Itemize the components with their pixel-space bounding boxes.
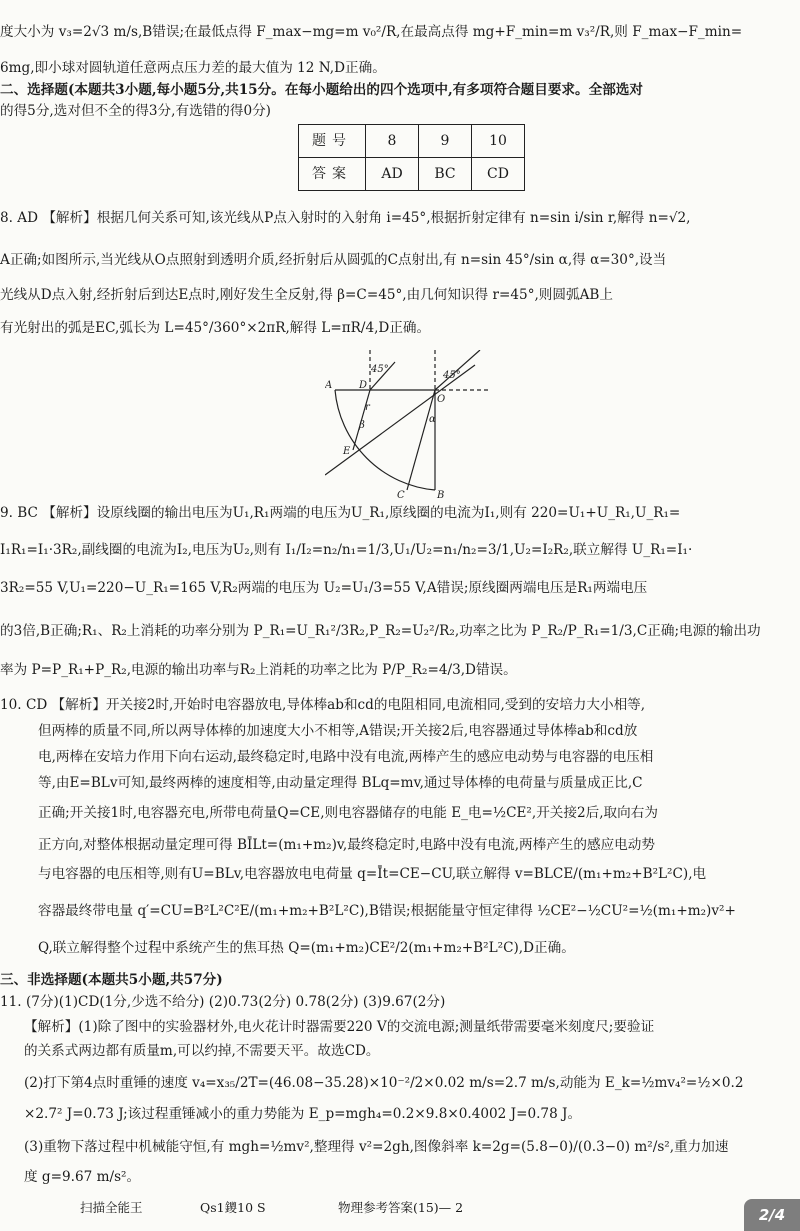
table-cell: 8 — [366, 125, 419, 158]
text-line: 正确;开关接1时,电容器充电,所带电荷量Q=CE,则电容器储存的电能 E_电=½CE²,开关接2后,取向右为 — [38, 805, 658, 821]
chord-line — [325, 365, 475, 475]
text-line: 的得5分,选对但不全的得3分,有选错的得0分) — [0, 103, 271, 119]
text-line: 三、非选择题(本题共5小题,共57分) — [0, 972, 223, 988]
footer-scanner: 扫描全能王 — [80, 1200, 143, 1215]
label-E: E — [343, 446, 351, 457]
text-line: 与电容器的电压相等,则有U=BLv,电容器放电电荷量 q=Īt=CE−CU,联立解得 v=BLCE/(m₁+m₂+B²L²C),电 — [38, 866, 707, 882]
footer-code: Qs1鑁10 S — [200, 1200, 266, 1215]
table-cell: 答案 — [299, 158, 366, 191]
answer-table-row-answer — [299, 158, 525, 191]
text-line: 度大小为 v₃=2√3 m/s,B错误;在最低点得 F_max−mg=m v₀²/R,在最高点得 mg+F_min=m v₃²/R,则 F_max−F_min= — [0, 24, 743, 40]
text-line: 容器最终带电量 q′=CU=B²L²C²E/(m₁+m₂+B²L²C),B错误;根据能量守恒定律得 ½CE²−½CU²=½(m₁+m₂)v²+ — [38, 903, 736, 919]
text-line: I₁R₁=I₁·3R₂,副线圈的电流为I₂,电压为U₂,则有 I₁/I₂=n₂/n₁=1/3,U₁/U₂=n₁/n₂=3/1,U₂=I₂R₂,联立解得 U_R₁=I₁· — [0, 542, 693, 558]
label-angle-left: 45° — [371, 364, 389, 375]
text-line: 二、选择题(本题共3小题,每小题5分,共15分。在每小题给出的四个选项中,有多项符合题目要求。全部选对 — [0, 82, 643, 98]
text-line: A正确;如图所示,当光线从O点照射到透明介质,经折射后从圆弧的C点射出,有 n=sin 45°/sin α,得 α=30°,设当 — [0, 252, 667, 268]
text-line: 度 g=9.67 m/s²。 — [24, 1169, 141, 1185]
text-line: 率为 P=P_R₁+P_R₂,电源的输出功率与R₂上消耗的功率之比为 P/P_R₂=4/3,D错误。 — [0, 662, 517, 678]
text-line: 的关系式两边都有质量m,可以约掉,不需要天平。故选CD。 — [24, 1043, 380, 1059]
label-beta: β — [359, 420, 365, 431]
text-line: 但两棒的质量不同,所以两导体棒的加速度大小不相等,A错误;开关接2后,电容器通过导体棒ab和cd放 — [38, 723, 638, 739]
label-O: O — [437, 394, 446, 405]
footer-page-title: 物理参考答案(15)— 2 — [338, 1200, 464, 1215]
table-cell: CD — [472, 158, 525, 191]
table-cell: 10 — [472, 125, 525, 158]
answer-table-row-number — [299, 125, 525, 158]
label-A: A — [325, 380, 333, 391]
label-angle-right: 45° — [443, 370, 461, 381]
table-cell: BC — [419, 158, 472, 191]
text-line: 正方向,对整体根据动量定理可得 BĪLt=(m₁+m₂)v,最终稳定时,电路中没有电流,两棒产生的感应电动势 — [38, 837, 655, 853]
text-line: 的3倍,B正确;R₁、R₂上消耗的功率分别为 P_R₁=U_R₁²/3R₂,P_R₂=U₂²/R₂,功率之比为 P_R₂/P_R₁=1/3,C正确;电源的输出功 — [0, 623, 761, 639]
text-line: 3R₂=55 V,U₁=220−U_R₁=165 V,R₂两端的电压为 U₂=U₁/3=55 V,A错误;原线圈两端电压是R₁两端电压 — [0, 580, 648, 596]
text-line: ×2.7² J=0.73 J;该过程重锤减小的重力势能为 E_p=mgh₄=0.2×9.8×0.4002 J=0.78 J。 — [24, 1106, 582, 1122]
label-D: D — [359, 380, 368, 391]
page-indicator: 2/4 — [744, 1199, 800, 1231]
label-alpha: α — [429, 414, 436, 425]
text-line: 光线从D点入射,经折射后到达E点时,刚好发生全反射,得 β=C=45°,由几何知识得 r=45°,则圆弧AB上 — [0, 287, 613, 303]
text-line: 11. (7分)(1)CD(1分,少选不给分) (2)0.73(2分) 0.78(2分) (3)9.67(2分) — [0, 994, 446, 1010]
text-line: 电,两棒在安培力作用下向右运动,最终稳定时,电路中没有电流,两棒产生的感应电动势与电容器的电压相 — [38, 749, 654, 765]
optics-figure — [325, 350, 495, 500]
text-line: 10. CD 【解析】开关接2时,开始时电容器放电,导体棒ab和cd的电阻相同,电流相同,受到的安培力大小相等, — [0, 697, 646, 713]
text-line: (2)打下第4点时重锤的速度 v₄=x₃₅/2T=(46.08−35.28)×10⁻²/2×0.02 m/s=2.7 m/s,动能为 E_k=½mv₄²=½×0.2 — [24, 1075, 744, 1091]
text-line: 有光射出的弧是EC,弧长为 L=45°/360°×2πR,解得 L=πR/4,D正确。 — [0, 320, 431, 336]
table-cell: 题号 — [299, 125, 366, 158]
text-line: 【解析】(1)除了图中的实验器材外,电火花计时器需要220 V的交流电源;测量纸带需要毫米刻度尺;要验证 — [24, 1019, 655, 1035]
label-B: B — [437, 490, 445, 500]
text-line: 等,由E=BLv可知,最终两棒的速度相等,由动量定理得 BLq=mv,通过导体棒的电荷量与质量成正比,C — [38, 775, 643, 791]
text-line: Q,联立解得整个过程中系统产生的焦耳热 Q=(m₁+m₂)CE²/2(m₁+m₂+B²L²C),D正确。 — [38, 940, 575, 956]
text-line: 9. BC 【解析】设原线圈的输出电压为U₁,R₁两端的电压为U_R₁,原线圈的电流为I₁,则有 220=U₁+U_R₁,U_R₁= — [0, 505, 681, 521]
label-r: r — [365, 402, 370, 413]
table-cell: 9 — [419, 125, 472, 158]
text-line: (3)重物下落过程中机械能守恒,有 mgh=½mv²,整理得 v²=2gh,图像斜率 k=2g=(5.8−0)/(0.3−0) m²/s²,重力加速 — [24, 1139, 729, 1155]
table-cell: AD — [366, 158, 419, 191]
text-line: 6mg,即小球对圆轨道任意两点压力差的最大值为 12 N,D正确。 — [0, 60, 386, 76]
answer-table — [298, 124, 525, 191]
text-line: 8. AD 【解析】根据几何关系可知,该光线从P点入射时的入射角 i=45°,根据折射定律有 n=sin i/sin r,解得 n=√2, — [0, 210, 691, 226]
label-C: C — [397, 490, 405, 500]
